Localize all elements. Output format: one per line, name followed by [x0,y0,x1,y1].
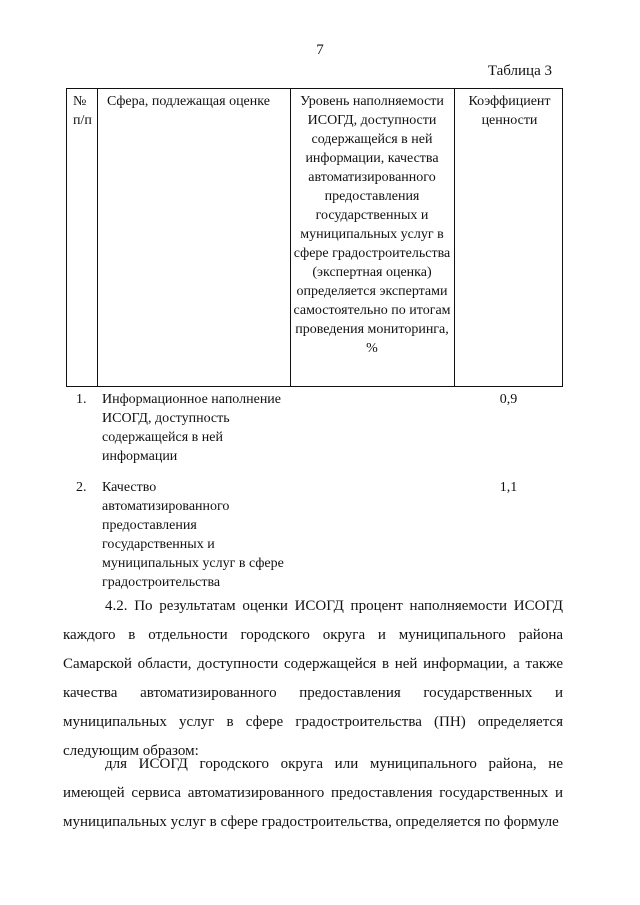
column-divider [97,89,98,386]
table-header [66,88,563,387]
header-number-abbr: п/п [73,113,92,128]
header-sphere: Сфера, подлежащая оценке [107,94,270,109]
row-number: 1. [76,392,87,407]
header-coefficient [457,92,562,130]
row-number: 2. [76,480,87,495]
body-paragraph: для ИСОГД городского округа или муниципального района, не имеющей сервиса автоматизированного предоставления государственных и муниципальных услуг в сфере градостроительства, определяется по формуле [63,756,563,830]
header-level: Уровень наполняемости ИСОГД, доступности содержащейся в ней информации, качества автоматизированного предоставления государственных и муниципальных услуг в сфере градостроительства (экспертная оценка) определяется экспертами самостоятельно по итогам проведения мониторинга, % [293,94,451,356]
header-coefficient-line2: ценности [481,113,538,128]
row-coefficient: 1,1 [499,480,518,495]
column-divider [454,89,455,386]
header-number [73,92,95,130]
row-coefficient: 0,9 [499,392,518,407]
table-caption: Таблица 3 [487,63,552,79]
row-sphere: Качество автоматизированного предоставления государственных и муниципальных услуг в сфере градостроительства [102,480,284,590]
row-sphere: Информационное наполнение ИСОГД, доступность содержащейся в ней информации [102,392,282,464]
table-row [66,390,563,470]
body-paragraph: 4.2. По результатам оценки ИСОГД процент наполняемости ИСОГД каждого в отдельности городского округа и муниципального района Самарской области, доступности содержащейся в ней информации, а также качества автоматизированного предоставления государственных и муниципальных услуг в сфере градостроительства (ПН) определяется следующим образом: [63,598,563,759]
header-number-symbol: № [73,94,87,109]
header-coefficient-line1: Коэффициент [468,94,551,109]
table-row [66,478,563,590]
page-number: 7 [316,42,324,58]
evaluation-table [66,88,563,590]
column-divider [290,89,291,386]
